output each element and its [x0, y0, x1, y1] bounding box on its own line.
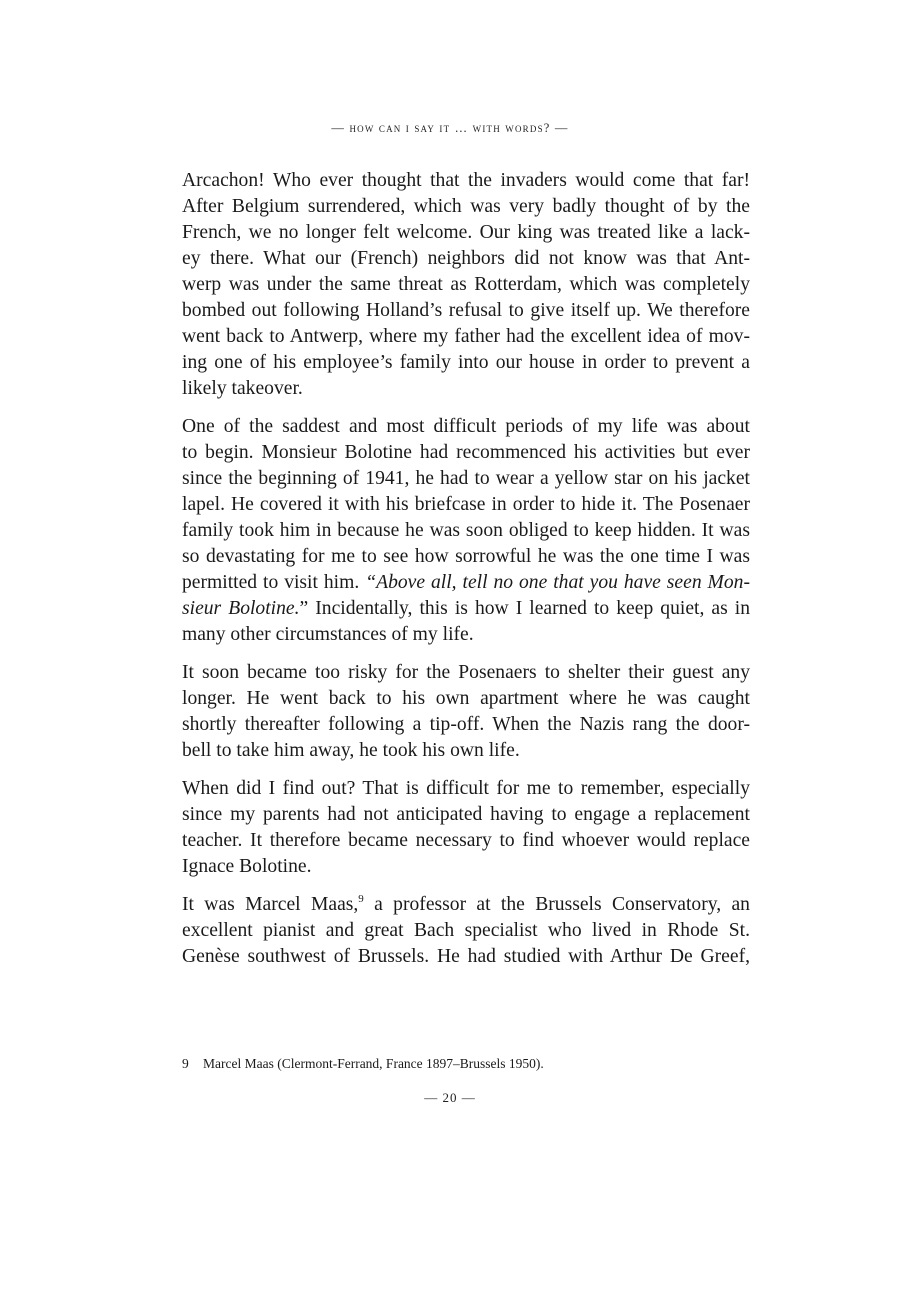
- text-run: ” Incidentally, this is how I learned to keep quiet, as in: [299, 598, 750, 619]
- text-line: werp was under the same threat as Rotterdam, which was completely: [182, 274, 750, 295]
- italic-quote: “Above all, tell no one that you have seen Mon-: [365, 572, 750, 593]
- text-line: Genèse southwest of Brussels. He had studied with Arthur De Greef,: [182, 946, 750, 967]
- text-line: Ignace Bolotine.: [182, 856, 312, 877]
- paragraph-1: [182, 168, 750, 402]
- footnote: [182, 1056, 544, 1072]
- paragraph-2: [182, 414, 750, 648]
- text-line: went back to Antwerp, where my father had the excellent idea of mov-: [182, 326, 750, 347]
- text-line: [182, 570, 750, 596]
- text-line: bombed out following Holland’s refusal to give itself up. We therefore: [182, 300, 750, 321]
- text-line: [182, 596, 750, 622]
- text-line: One of the saddest and most difficult periods of my life was about: [182, 416, 750, 437]
- footnote-text: Marcel Maas (Clermont-Ferrand, France 1897–Brussels 1950).: [203, 1056, 544, 1071]
- running-head: — how can i say it … with words? —: [331, 121, 569, 135]
- paragraph-5: [182, 892, 750, 970]
- text-line: many other circumstances of my life.: [182, 624, 474, 645]
- body-text: [182, 168, 750, 982]
- paragraph-3: [182, 660, 750, 764]
- text-line: shortly thereafter following a tip-off. When the Nazis rang the door-: [182, 714, 750, 735]
- page-number: — 20 —: [424, 1090, 476, 1105]
- text-run: a professor at the Brussels Conservatory, an: [363, 894, 750, 915]
- text-line: bell to take him away, he took his own life.: [182, 740, 520, 761]
- text-line: since the beginning of 1941, he had to wear a yellow star on his jacket: [182, 468, 750, 489]
- text-line: When did I find out? That is difficult for me to remember, especially: [182, 778, 750, 799]
- text-line: ey there. What our (French) neighbors did not know was that Ant-: [182, 248, 750, 269]
- text-run: It was Marcel Maas,: [182, 894, 359, 915]
- text-line: since my parents had not anticipated having to engage a replacement: [182, 804, 750, 825]
- text-line: family took him in because he was soon obliged to keep hidden. It was: [182, 520, 750, 541]
- text-run: permitted to visit him.: [182, 572, 366, 593]
- text-line: likely takeover.: [182, 378, 303, 399]
- text-line: lapel. He covered it with his briefcase in order to hide it. The Posenaer: [182, 494, 750, 515]
- footnote-reference[interactable]: 9: [358, 893, 364, 905]
- text-line: After Belgium surrendered, which was very badly thought of by the: [182, 196, 750, 217]
- footnote-number: 9: [182, 1056, 189, 1071]
- italic-quote: sieur Bolotine.: [182, 598, 300, 619]
- text-line: longer. He went back to his own apartment where he was caught: [182, 688, 750, 709]
- text-line: French, we no longer felt welcome. Our king was treated like a lack-: [182, 222, 750, 243]
- text-line: so devastating for me to see how sorrowful he was the one time I was: [182, 546, 750, 567]
- text-line: Arcachon! Who ever thought that the invaders would come that far!: [182, 170, 750, 191]
- text-line: ing one of his employee’s family into our house in order to prevent a: [182, 352, 750, 373]
- paragraph-4: [182, 776, 750, 880]
- text-line: [182, 892, 750, 918]
- text-line: teacher. It therefore became necessary to find whoever would replace: [182, 830, 750, 851]
- text-line: to begin. Monsieur Bolotine had recommenced his activities but ever: [182, 442, 750, 463]
- text-line: excellent pianist and great Bach specialist who lived in Rhode St.: [182, 920, 750, 941]
- text-line: It soon became too risky for the Posenaers to shelter their guest any: [182, 662, 750, 683]
